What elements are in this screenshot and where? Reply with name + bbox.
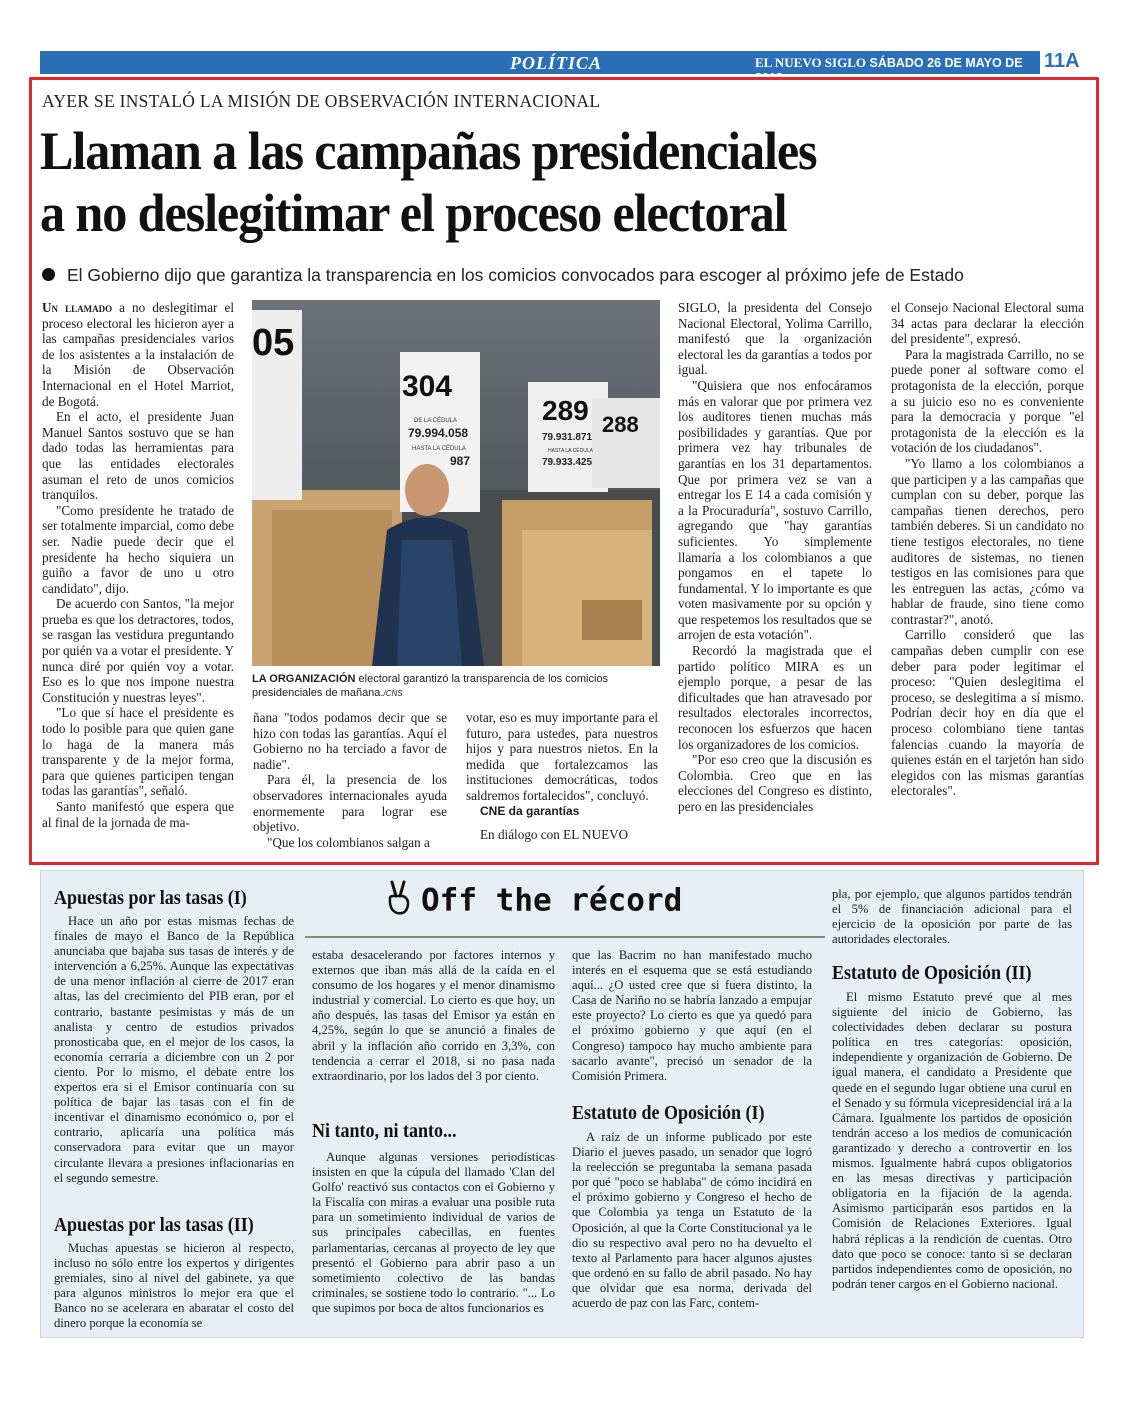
article-column-1 [42,300,234,830]
headline-line-1: Llaman a las campañas presidenciales [40,121,817,181]
item-body [832,887,1072,947]
box-label: 987 [450,454,471,468]
paragraph: El mismo Estatuto prevé que al mes siguiente del inicio de Gobierno, las colectividades deben declarar su postura política en tres categorías: oposición, independiente y organización de Gobierno. De igual manera, el candidato a Presidente que quede en el segundo lugar obtiene una curul en el Senado y su fórmula vicepresidencial irá a la Cámara. Igualmente los partidos de oposición tendrán acceso a los medios de comunicación garantizado y derecho a controvertir en los mismos. Igualmente habrá cupos obligatorios en las mesas directivas y participación obligatoria en la fijación de la agenda. Asimismo participarán esos partidos en la Comisión de Relaciones Exteriores. Igual habrá réplicas a la rendición de cuentas. Otro dato que poco se conoce: tanto si se declaran partidos independientes como de oposición, no podrán tener cargos en el Gobierno nacional. [832,990,1072,1291]
paragraph: SIGLO, la presidenta del Consejo Nacional Electoral, Yolima Carrillo, manifestó que la organización electoral les da garantías a todos por igual. [678,300,872,378]
paragraph: Aunque algunas versiones periodísticas insisten en que la cúpula del llamado 'Clan del Golfo' reactivó sus contactos con el Gobierno y la Fiscalía con miras a evaluar una posible ruta para un sometimiento individual de varios de sus principales cabecillas, en fuentes parlamentarias, cercanas al proyecto de ley que presentó el Gobierno para abrir paso a un sometimiento colectivo de las bandas criminales, se sostiene todo lo contrario. "... Lo que supimos por boca de altos funcionarios es [312,1150,555,1315]
paragraph: estaba desacelerando por factores internos y externos que iban más allá de la caída en el consumo de los hogares y el menor dinamismo industrial y comercial. Lo cierto es que hoy, un año después, las tasas del Emisor ya están en 4,25%, según lo que se anunció a finales de abril y la inflación año corrido en 3,3%, con tendencia a cerrar el 2018, si no pasa nada extraordinario, por los lados del 3 por ciento. [312,948,555,1083]
paragraph: votar, eso es muy importante para el futuro, para ustedes, para nuestros hijos y para nuestros nietos. En la medida que fortalezcamos las instituciones democráticas, todos saldremos fortalecidos", concluyó. [466,710,658,803]
lead-in: Un llamado [42,300,113,315]
off-the-record-title [385,880,682,924]
box-label: HASTA LA CÉDULA [548,448,593,454]
paragraph: En diálogo con EL NUEVO [480,827,629,843]
peace-hand-icon [385,880,413,924]
item-body [312,1150,555,1316]
paragraph: A raíz de un informe publicado por este Diario el jueves pasado, un senador que logró la reelección se preguntaba la semana pasada por qué "poco se hablaba" de cómo incidirá en el próximo gobierno y Congreso el hecho de que Colombia ya tenga un Estatuto de la Oposición, al que la Corte Constitucional ya le dio su respectivo aval pero no ha devuelto el texto al Parlamento para hacer algunos ajustes que ordenó en su fallo de abril pasado. No hay que olvidar que esa norma, derivada del acuerdo de paz con las Farc, contem- [572,1130,812,1311]
paragraph [42,300,234,409]
box-number-05: 05 [252,322,295,364]
paragraph: Santo manifestó que espera que al final de la jornada de ma- [42,799,234,830]
page-header [40,50,1084,85]
photo-caption [252,672,662,701]
paragraph: "Que los colombianos salgan a [267,834,430,850]
item-body [54,914,294,1186]
article-column-4 [678,300,872,815]
item-heading: Apuestas por las tasas (II) [54,1214,254,1236]
section-subhead: CNE da garantías [480,803,580,818]
headline-line-2: a no deslegitimar el proceso electoral [40,183,787,243]
item-body [572,948,812,1084]
article-headline [40,120,1017,244]
paragraph: "Por eso creo que la discusión es Colombia. Creo que en las elecciones del Congreso es distinto, pero en las presidenciales [678,752,872,814]
section-name: POLÍTICA [510,53,603,73]
paragraph: Para la magistrada Carrillo, no se puede poner al software como el protagonista de la elección, porque a su juicio eso no es conveniente para la democracia y porque "el protagonista de la elección es la votación de los ciudadanos". [891,346,1084,456]
article-kicker: AYER SE INSTALÓ LA MISIÓN DE OBSERVACIÓN INTERNACIONAL [42,91,601,111]
paragraph: el Consejo Nacional Electoral suma 34 actas para declarar la elección del presidente", expresó. [891,300,1084,347]
box-label: 79.994.058 [408,426,469,440]
caption-text: electoral garantizó la transparencia de los comicios presidenciales de mañana. [252,673,609,699]
item-heading: Estatuto de Oposición (II) [832,962,1032,984]
photo-credit: /CNS [383,689,403,698]
item-heading: Apuestas por las tasas (I) [54,887,247,909]
paragraph: "Quisiera que nos enfocáramos más en valorar que por primera vez los auditores tienen muchas más posibilidades y garantías. Que por primera vez hay tribunales de garantías en los 31 departamentos. Que por primera vez se van a entregar los E 14 a cada comisión y a la Procuraduría", sostuvo Carrillo, agregando que "hay garantías suficientes. Yo simplemente llamaría a los colombianos a que pongamos en el tapete lo fundamental. Y lo importante es que voten masivamente por su opción y que respetemos los resultados que se arrojen de esta votación". [678,377,872,643]
voting-photo [252,300,660,666]
page-number: 11A [1044,50,1080,72]
article-column-5 [891,300,1084,799]
item-body [832,990,1072,1292]
box-label: 79.931.871 [542,432,593,443]
paragraph-text: a no deslegitimar el proceso electoral les hicieron ayer a las campañas presidenciales varios de los asistentes a la instalación de la Misión de Observación Internacional en el Hotel Marriot, de Bogotá. [42,300,234,409]
article-column-2 [253,710,447,850]
subtitle-text: El Gobierno dijo que garantiza la transparencia en los comicios convocados para escoger al próximo jefe de Estado [67,265,964,285]
title-rule [305,936,825,938]
bullet-icon [42,268,55,281]
box-number-289: 289 [542,395,589,426]
article-column-3 [466,710,658,843]
box-label: HASTA LA CÉDULA [412,446,466,452]
paragraph: "Yo llamo a los colombianos a que participen y a las campañas que cumplan con su deber, porque las campañas tienen derechos, pero también deberes. Si un candidato no tiene testigos electorales, no tiene auditores de sistemas, no tienen testigos en las comisiones para que les entreguen las actas, ¿cómo va hablar de fraude, sino tiene como contrastar?", anotó. [891,455,1084,627]
item-heading: Estatuto de Oposición (I) [572,1102,765,1124]
paragraph: Recordó la magistrada que el partido político MIRA es un ejemplo porque, a pesar de las dificultades que han atravesado por resultados electorales incorrectos, reconocen los esfuerzos que hacen los organizadores de los comicios. [678,643,872,752]
box-label: 79.933.425 [542,457,593,468]
paragraph: Hace un año por estas mismas fechas de finales de mayo el Banco de la República anunciaba que bajaba sus tasas de interés y de intervención a 6,25%. Aunque las expectativas de una menor inflación al cierre de 2017 eran altas, las del crecimiento del PIB eran, por el contrario, bastante pesimistas y más de un analista y centro de estudios privados pronosticaba que, en el mejor de los casos, la economía cerraría a diciembre con un 2 por ciento. Por lo mismo, el debate entre los expertos era si el Emisor continuaría con su política de bajar las tasas con el fin de incentivar el dinamismo económico o, por el contrario, aplicaría una política más conservadora para evitar que un mayor circulante llevara a presiones inflacionarias en el segundo semestre. [54,914,294,1185]
paragraph: "Como presidente he tratado de ser totalmente imparcial, como debe ser. Nadie puede decir que el presidente ha hecho siquiera un guiño a favor de uno u otro candidato", dijo. [42,502,234,596]
paragraph: Carrillo consideró que las campañas deben cumplir con ese deber para poder legitimar el proceso: "Quien deslegitima el proceso, se deslegitima a sí mismo. Podrían decir hoy en día que el proceso colombiano tiene tantas falencias cuando la mayoría de quienes están en el tarjetón han sido elegidos con las mismas garantías electorales". [891,627,1084,799]
item-heading: Ni tanto, ni tanto... [312,1120,457,1142]
box-number-288: 288 [602,412,639,437]
paragraph: Para él, la presencia de los observadores internacionales ayuda enormemente para lograr ese objetivo. [253,772,447,835]
section-title-text: Off the récord [421,882,683,919]
paragraph: Muchas apuestas se hicieron al respecto, incluso no sólo entre los expertos y dirigentes gremiales, sino al nivel del gabinete, ya que para algunos ministros lo mejor era que el Banco no se acelerara en abaratar el costo del dinero porque la economía se [54,1241,294,1331]
date-text: SÁBADO 26 DE MAYO DE 2018 [755,56,1023,85]
box-label: DE LA CÉDULA [414,418,458,424]
item-body [54,1241,294,1332]
item-body [572,1130,812,1311]
item-body [312,948,555,1084]
paragraph: pla, por ejemplo, que algunos partidos tendrán el 5% de financiación adicional para el ejercicio de la oposición por parte de las autoridades electorales. [832,887,1072,947]
paragraph: ñana "todos podamos decir que se hizo con todas las garantías. Aquí el Gobierno no ha terciado a favor de nadie". [253,710,447,772]
paragraph: "Lo que sí hace el presidente es todo lo posible para que quien gane lo haga de la manera más transparente y de la mejor forma, para que quienes participen tengan todas las garantías", señaló. [42,705,234,799]
paragraph: En el acto, el presidente Juan Manuel Santos sostuvo que se han dado todas las herramientas para que las entidades electorales asuman el reto de unos comicios tranquilos. [42,409,234,503]
article-photo [252,300,660,666]
paragraph: que las Bacrim no han manifestado mucho interés en el esquema que se está estudiando aquí... ¿O usted cree que si fuera distinto, la Casa de Nariño no se habría lanzado a empujar este proyecto? Lo cierto es que ya quedó para el próximo gobierno y que aquí (en el Congreso) tampoco hay mucho ambiente para sacarlo avante", precisó un senador de la Comisión Primera. [572,948,812,1083]
section-bar [40,51,1040,85]
paper-name: EL NUEVO SIGLO [755,55,866,70]
caption-lead: LA ORGANIZACIÓN [252,673,356,685]
box-number-304: 304 [402,370,453,403]
paragraph: De acuerdo con Santos, "la mejor prueba es que los detractores, todos, se rasgan las vestidura preguntando por quién va a votar el presidente. Y nunca diré por quién voy a votar. Eso es lo que nos impone nuestra Constitución y nuestras leyes". [42,596,234,705]
article-subtitle [42,265,964,286]
